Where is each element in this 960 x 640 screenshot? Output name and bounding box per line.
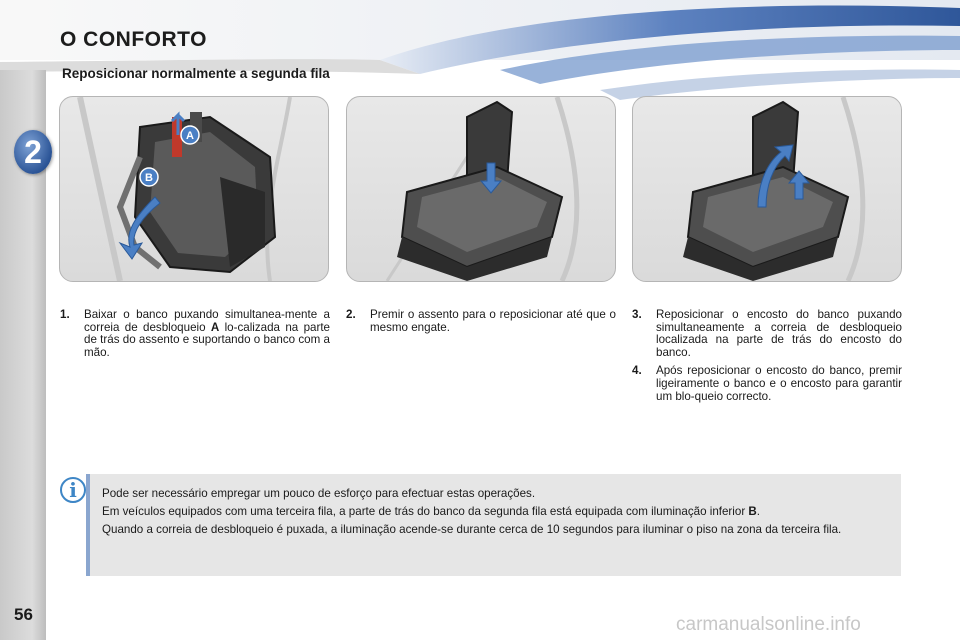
step-bold-ref: A <box>210 320 220 334</box>
step-text: Após reposicionar o encosto do banco, premir ligeiramente o banco e o encosto para garantir um blo-queio correcto. <box>656 364 902 403</box>
info-icon: i <box>60 477 86 503</box>
illustration-seat-press <box>346 96 616 282</box>
page-number: 56 <box>14 605 33 624</box>
watermark: carmanualsonline.info <box>676 614 861 635</box>
page-title: O CONFORTO <box>60 28 207 51</box>
step-3 <box>632 309 902 359</box>
callout-b-label: B <box>145 172 153 184</box>
step-number: 4. <box>632 364 642 378</box>
step-number: 1. <box>60 308 70 321</box>
step-number: 2. <box>346 308 356 321</box>
illustration-backrest-raise <box>632 96 902 282</box>
seat-shape <box>397 102 562 281</box>
step-text: Baixar o banco puxando simultanea-mente a correia de desbloqueio <box>84 308 330 334</box>
step-text: Reposicionar o encosto do banco puxando simultaneamente a correia de desbloqueio localizada na parte de trás do encosto do banco. <box>656 308 902 359</box>
callout-a-label: A <box>186 130 194 142</box>
step-number: 3. <box>632 308 642 321</box>
steps-column-2 <box>346 309 616 340</box>
step-1 <box>60 309 330 359</box>
info-text: Em veículos equipados com uma terceira fila, a parte de trás do banco da segunda fila está equipada com iluminação inferior <box>102 504 749 518</box>
step-4 <box>632 365 902 403</box>
illustration-seat-folding <box>59 96 329 282</box>
info-box <box>86 474 901 576</box>
chapter-tab[interactable]: 2 <box>14 130 52 174</box>
steps-column-3 <box>632 309 902 409</box>
section-title: Reposicionar normalmente a segunda fila <box>62 66 330 81</box>
info-paragraph-2 <box>102 506 891 519</box>
info-bold-ref: B <box>748 504 757 518</box>
info-text: . <box>756 504 761 518</box>
step-2 <box>346 309 616 334</box>
callout-a-badge <box>181 126 199 144</box>
callout-b-badge <box>140 168 158 186</box>
info-paragraph-1: Pode ser necessário empregar um pouco de esforço para efectuar estas operações. <box>102 487 536 500</box>
step-text: lo-calizada na parte de trás do assento e suportando o banco com a mão. <box>84 320 330 359</box>
info-paragraph-3: Quando a correia de desbloqueio é puxada, a iluminação acende-se durante cerca de 10 segundos para iluminar o piso na zona da terceira fila. <box>102 522 842 536</box>
step-text: Premir o assento para o reposicionar até que o mesmo engate. <box>370 308 616 334</box>
steps-column-1 <box>60 309 330 365</box>
